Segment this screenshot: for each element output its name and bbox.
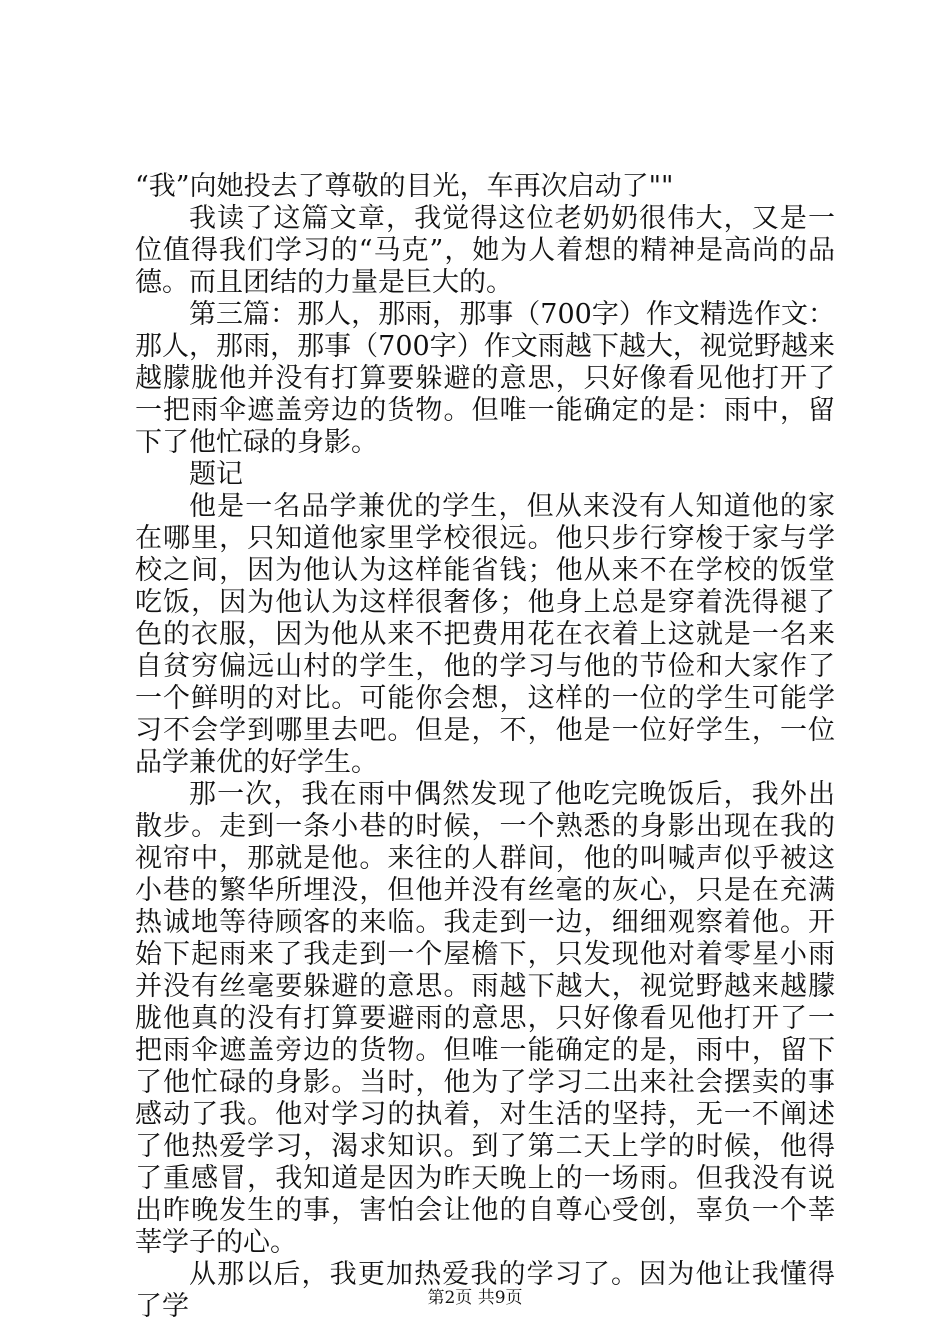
paragraph-7: 从那以后，我更加热爱我的学习了。因为他让我懂得了学: [135, 1259, 835, 1322]
paragraph-5: 他是一名品学兼优的学生，但从来没有人知道他的家在哪里，只知道他家里学校很远。他只步行穿梭于家与学校之间，因为他认为这样能省钱；他从来不在学校的饭堂吃饭，因为他认为这样很奢侈；他身上总是穿着洗得褪了色的衣服，因为他从来不把费用花在衣着上这就是一名来自贫穷偏远山村的学生，他的学习与他的节俭和大家作了一个鲜明的对比。可能你会想，这样的一位的学生可能学习不会学到哪里去吧。但是，不，他是一位好学生，一位品学兼优的好学生。: [135, 491, 835, 778]
paragraph-1: “我”向她投去了尊敬的目光，车再次启动了"": [135, 171, 674, 202]
paragraph-2: 我读了这篇文章，我觉得这位老奶奶很伟大，又是一位值得我们学习的“马克”，她为人着想的精神是高尚的品德。而且团结的力量是巨大的。: [135, 203, 835, 298]
paragraph-3: 第三篇：那人，那雨，那事（700字）作文精选作文：那人，那雨，那事（700字）作文雨越下越大，视觉野越来越朦胧他并没有打算要躲避的意思，只好像看见他打开了一把雨伞遮盖旁边的货物。但唯一能确定的是：雨中，留下了他忙碌的身影。: [135, 299, 835, 458]
paragraph-6: 那一次，我在雨中偶然发现了他吃完晚饭后，我外出散步。走到一条小巷的时候，一个熟悉的身影出现在我的视帘中，那就是他。来往的人群间，他的叫喊声似乎被这小巷的繁华所埋没，但他并没有丝毫的灰心，只是在充满热诚地等待顾客的来临。我走到一边，细细观察着他。开始下起雨来了我走到一个屋檐下，只发现他对着零星小雨并没有丝毫要躲避的意思。雨越下越大，视觉野越来越朦胧他真的没有打算要避雨的意思，只好像看见他打开了一把雨伞遮盖旁边的货物。但唯一能确定的是，雨中，留下了他忙碌的身影。当时，他为了学习二出来社会摆卖的事感动了我。他对学习的执着，对生活的坚持，无一不阐述了他热爱学习，渴求知识。到了第二天上学的时候，他得了重感冒，我知道是因为昨天晚上的一场雨。但我没有说出昨晚发生的事，害怕会让他的自尊心受创，辜负一个莘莘学子的心。: [135, 779, 835, 1258]
paragraph-4: 题记: [189, 459, 243, 490]
page-footer: 第2页 共9页: [427, 1288, 523, 1308]
document-body: [135, 171, 835, 1323]
